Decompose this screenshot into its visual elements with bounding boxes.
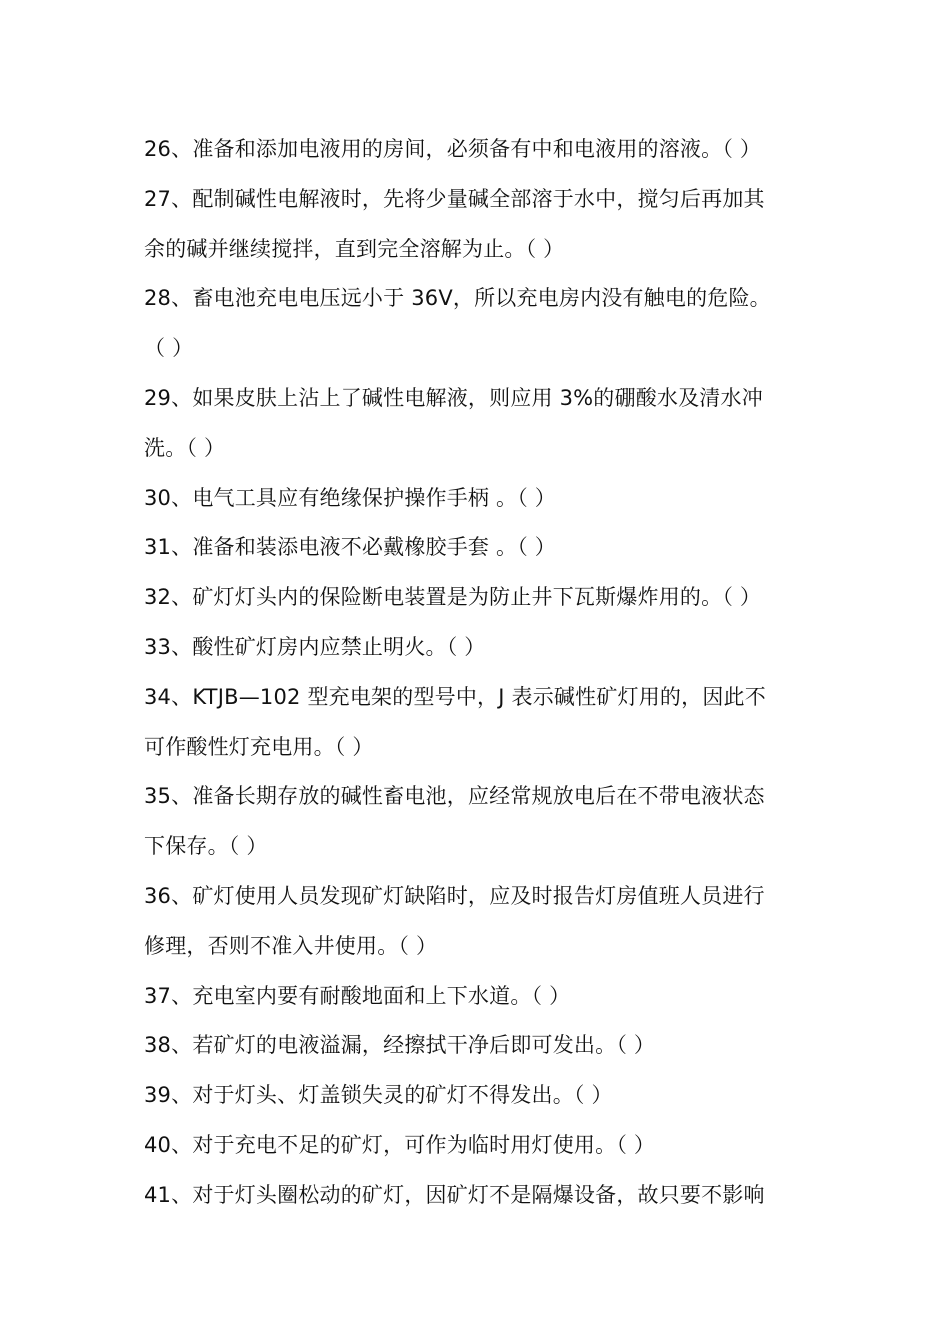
question-29-line-2: 洗。（ ）: [144, 435, 226, 460]
question-41-line-1: 41、对于灯头圈松动的矿灯，因矿灯不是隔爆设备，故只要不影响: [144, 1182, 765, 1207]
question-27-line-1: 27、配制碱性电解液时，先将少量碱全部溶于水中，搅匀后再加其: [144, 186, 765, 211]
question-39-line: 39、对于灯头、灯盖锁失灵的矿灯不得发出。（ ）: [144, 1083, 613, 1108]
question-34-line-2: 可作酸性灯充电用。（ ）: [144, 734, 374, 759]
question-38-line: 38、若矿灯的电液溢漏，经擦拭干净后即可发出。（ ）: [144, 1033, 656, 1058]
question-32-line: 32、矿灯灯头内的保险断电装置是为防止井下瓦斯爆炸用的。（ ）: [144, 585, 762, 610]
question-28-line-1: 28、畜电池充电电压远小于 36V，所以充电房内没有触电的危险。: [144, 286, 771, 311]
question-35-line-2: 下保存。（ ）: [144, 834, 268, 859]
question-36-line-1: 36、矿灯使用人员发现矿灯缺陷时，应及时报告灯房值班人员进行: [144, 883, 765, 908]
question-40-line: 40、对于充电不足的矿灯，可作为临时用灯使用。（ ）: [144, 1132, 656, 1157]
question-34-line-1: 34、KTJB—102 型充电架的型号中，J 表示碱性矿灯用的，因此不: [144, 684, 766, 709]
question-36-line-2: 修理，否则不准入井使用。（ ）: [144, 933, 438, 958]
question-26-line: 26、准备和添加电液用的房间，必须备有中和电液用的溶液。（ ）: [144, 137, 762, 161]
question-37-line: 37、充电室内要有耐酸地面和上下水道。（ ）: [144, 983, 571, 1008]
question-28-line-2: （ ）: [144, 336, 194, 361]
question-33-line: 33、酸性矿灯房内应禁止明火。（ ）: [144, 634, 486, 659]
question-29-line-1: 29、如果皮肤上沾上了碱性电解液，则应用 3%的硼酸水及清水冲: [144, 385, 763, 410]
question-31-line: 31、准备和装添电液不必戴橡胶手套 。（ ）: [144, 535, 556, 560]
question-30-line: 30、电气工具应有绝缘保护操作手柄 。（ ）: [144, 485, 556, 510]
question-27-line-2: 余的碱并继续搅拌，直到完全溶解为止。（ ）: [144, 236, 565, 261]
question-list: [144, 125, 814, 1221]
question-35-line-1: 35、准备长期存放的碱性畜电池，应经常规放电后在不带电液状态: [144, 784, 765, 809]
